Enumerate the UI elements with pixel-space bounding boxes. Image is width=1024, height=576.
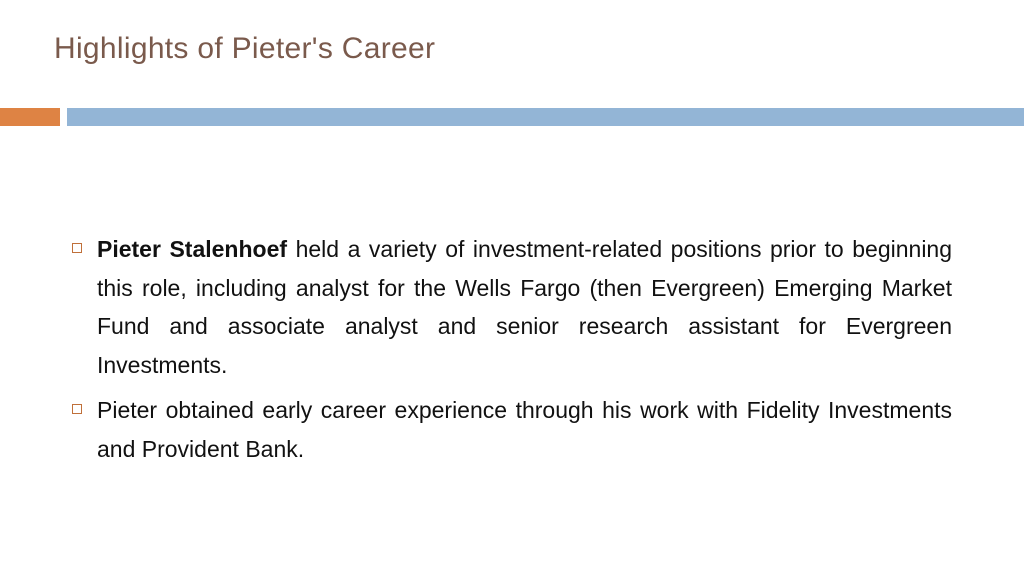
bullet-item-career-positions	[70, 230, 952, 384]
bullet-bold-name: Pieter Stalenhoef	[97, 236, 288, 262]
title-divider-bar	[67, 108, 1024, 126]
bullet-text: Pieter obtained early career experience through his work with Fidelity Investments and Provident Bank.	[97, 397, 952, 462]
bullet-list	[70, 230, 952, 475]
slide-title: Highlights of Pieter's Career	[54, 32, 436, 65]
title-accent-bar	[0, 108, 60, 126]
bullet-item-early-career	[70, 391, 952, 468]
square-bullet-icon	[72, 243, 82, 253]
square-bullet-icon	[72, 404, 82, 414]
bullet-text: held a variety of investment-related positions prior to beginning this role, including analyst for the Wells Fargo (then Evergreen) Emerging Market Fund and associate analyst and senior research assistant for Evergreen Investments.	[97, 236, 953, 378]
